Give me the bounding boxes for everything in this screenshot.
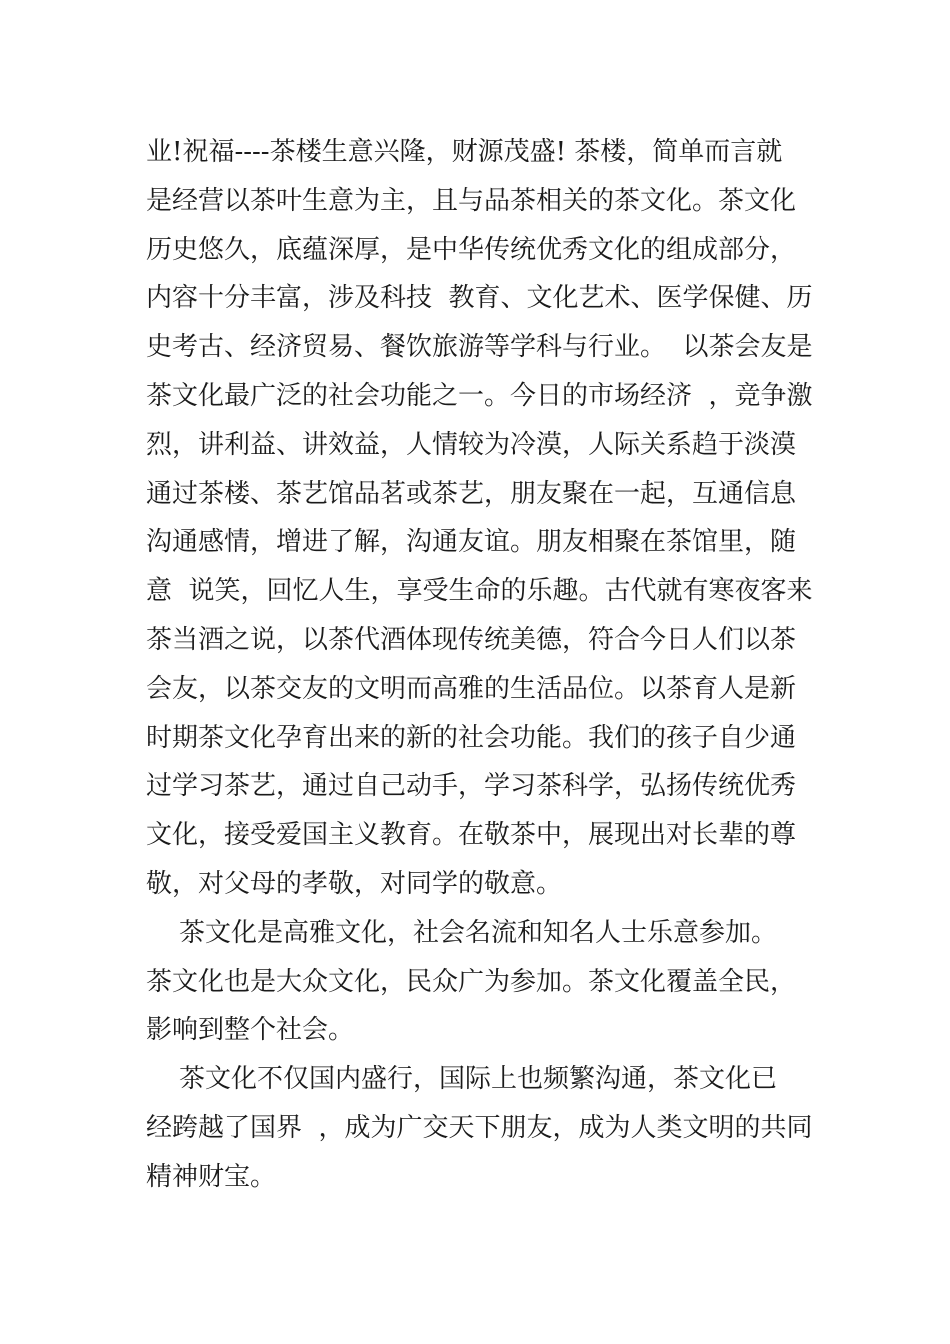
- text-line: 过学习茶艺，通过自己动手，学习茶科学，弘扬传统优秀: [146, 771, 797, 802]
- text-line: 茶文化不仅国内盛行，国际上也频繁沟通，茶文化已: [146, 1064, 778, 1095]
- text-line: 业!祝福----茶楼生意兴隆，财源茂盛! 茶楼，简单而言就: [146, 137, 783, 167]
- text-line: 意 说笑，回忆人生，享受生命的乐趣。古代就有寒夜客来: [146, 576, 813, 607]
- text-line: 历史悠久，底蕴深厚，是中华传统优秀文化的组成部分，: [146, 234, 797, 265]
- paragraph-1: [146, 128, 816, 909]
- text-line: 影响到整个社会。: [146, 1015, 355, 1046]
- paragraph-2: [146, 909, 816, 1055]
- text-line: 文化，接受爱国主义教育。在敬茶中，展现出对长辈的尊: [146, 820, 797, 851]
- text-line: 茶文化是高雅文化，社会名流和知名人士乐意参加。: [146, 917, 778, 948]
- text-line: 精神财宝。: [146, 1161, 277, 1192]
- text-line: 史考古、经济贸易、餐饮旅游等学科与行业。 以茶会友是: [146, 332, 813, 363]
- text-line: 是经营以茶叶生意为主，且与品茶相关的茶文化。茶文化: [146, 185, 797, 216]
- text-line: 内容十分丰富，涉及科技 教育、文化艺术、医学保健、历: [146, 283, 813, 314]
- paragraph-3: [146, 1055, 816, 1201]
- text-line: 茶当酒之说，以茶代酒体现传统美德，符合今日人们以茶: [146, 624, 797, 655]
- text-line: 烈，讲利益、讲效益，人情较为冷漠，人际关系趋于淡漠: [146, 429, 797, 460]
- text-line: 经跨越了国界 ，成为广交天下朋友，成为人类文明的共同: [146, 1112, 813, 1143]
- text-line: 时期茶文化孕育出来的新的社会功能。我们的孩子自少通: [146, 722, 797, 753]
- text-line: 茶文化也是大众文化，民众广为参加。茶文化覆盖全民，: [146, 966, 797, 997]
- text-line: 敬，对父母的孝敬，对同学的敬意。: [146, 868, 563, 899]
- text-line: 沟通感情，增进了解，沟通友谊。朋友相聚在茶馆里，随: [146, 527, 797, 558]
- text-line: 通过茶楼、茶艺馆品茗或茶艺，朋友聚在一起，互通信息: [146, 478, 797, 509]
- text-line: 茶文化最广泛的社会功能之一。今日的市场经济 ，竞争激: [146, 380, 813, 411]
- body-text: [146, 128, 816, 1202]
- text-line: 会友，以茶交友的文明而高雅的生活品位。以茶育人是新: [146, 673, 797, 704]
